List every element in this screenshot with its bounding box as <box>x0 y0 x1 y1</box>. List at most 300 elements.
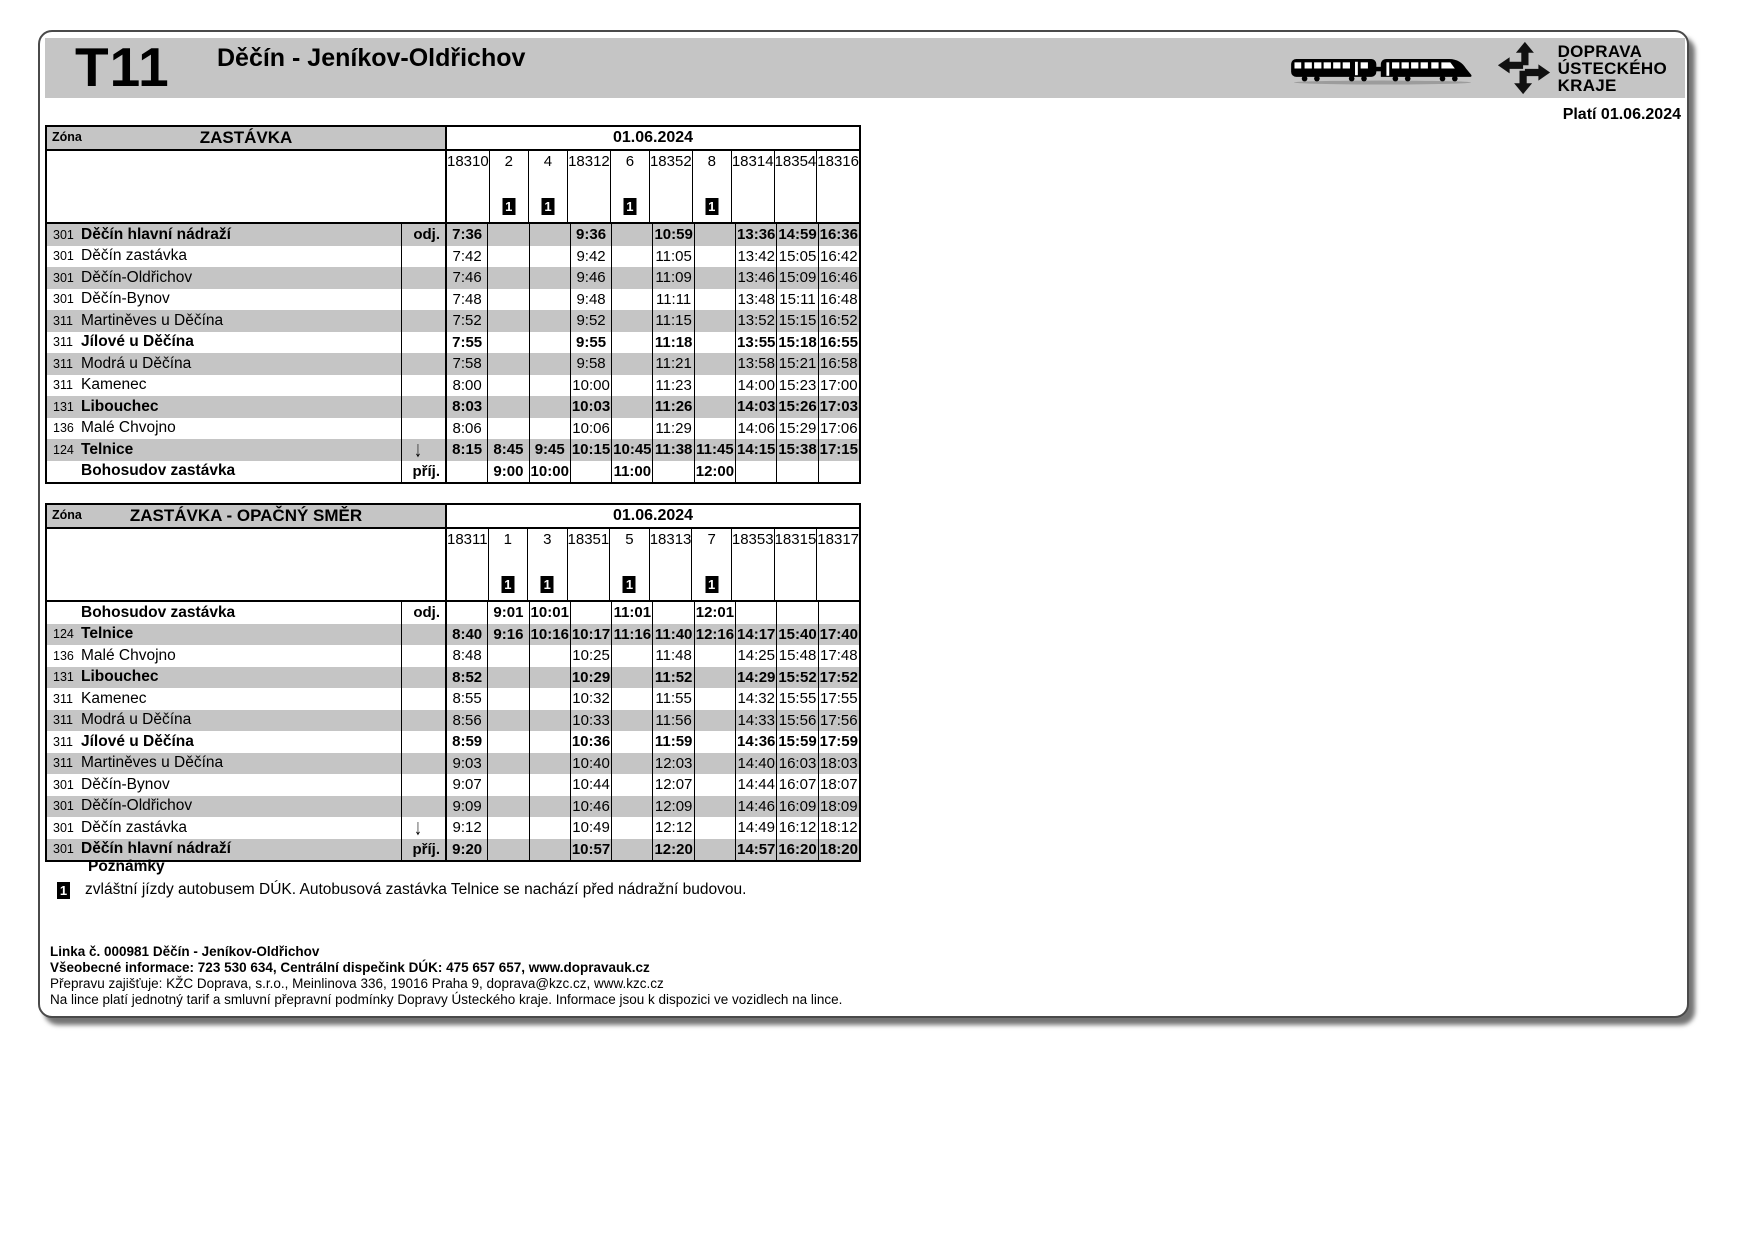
station-cell <box>47 667 445 689</box>
zone-cell: 136 <box>53 421 74 436</box>
time-cell: 13:36 <box>735 224 776 246</box>
duk-logo-text <box>1558 43 1667 94</box>
time-cell: 14:32 <box>735 688 776 710</box>
footer-line: Přepravu zajišťuje: KŽC Doprava, s.r.o., Meinlinova 336, 19016 Praha 9, doprava@kzc.cz, www.kzc.cz <box>50 976 664 991</box>
time-cell <box>529 688 570 710</box>
time-cell <box>487 817 528 839</box>
time-cell: 14:33 <box>735 710 776 732</box>
time-cell: 9:55 <box>570 332 611 354</box>
station-name: Telnice <box>81 625 134 643</box>
bus-note-icon: 1 <box>623 198 636 215</box>
date-header-cell <box>445 505 859 527</box>
time-cells <box>445 774 859 796</box>
stop-header-cell <box>47 127 445 149</box>
station-cell <box>47 624 445 646</box>
zone-cell: 301 <box>53 292 74 307</box>
time-cell: 9:09 <box>452 797 482 815</box>
time-cell: 11:23 <box>652 375 693 397</box>
note-text: zvláštní jízdy autobusem DÚK. Autobusová zastávka Telnice se nachází před nádražní budovou. <box>85 881 747 898</box>
train-number-cell: 18354 <box>774 151 817 222</box>
odj-prij-label <box>401 375 445 397</box>
train-number-cell: 18314 <box>731 151 774 222</box>
station-name: Telnice <box>81 440 134 458</box>
time-cell: 16:09 <box>776 796 817 818</box>
time-cells <box>445 353 859 375</box>
time-cell <box>529 375 570 397</box>
time-cell: 12:20 <box>652 839 693 861</box>
odj-prij-label <box>401 289 445 311</box>
time-cells <box>445 753 859 775</box>
table-header-row <box>47 505 859 529</box>
train-number-cell: 7 1 <box>691 529 730 600</box>
odj-prij-label <box>401 688 445 710</box>
train-number-cell: 18316 <box>816 151 859 222</box>
station-cell <box>47 267 445 289</box>
time-cell <box>529 310 570 332</box>
time-cell: 13:42 <box>735 246 776 268</box>
time-cell: 13:46 <box>735 267 776 289</box>
time-cell <box>529 267 570 289</box>
time-cell: 11:29 <box>652 418 693 440</box>
station-cell <box>47 602 445 624</box>
time-cells <box>445 817 859 839</box>
time-cell <box>487 332 528 354</box>
time-cell <box>487 353 528 375</box>
time-cells <box>445 688 859 710</box>
time-cell <box>487 645 528 667</box>
time-cells <box>445 439 859 461</box>
time-cell: 7:42 <box>452 247 482 265</box>
time-cell <box>487 839 528 861</box>
time-cell: 15:55 <box>776 688 817 710</box>
odj-prij-label <box>401 667 445 689</box>
zone-header: Zóna <box>52 508 82 522</box>
time-cell <box>611 774 652 796</box>
time-cell <box>694 289 735 311</box>
time-cell: 15:38 <box>776 439 817 461</box>
stop-header: ZASTÁVKA - OPAČNÝ SMĚR <box>129 506 363 525</box>
time-cell <box>487 396 528 418</box>
station-row <box>47 602 859 624</box>
station-cell <box>47 710 445 732</box>
time-cell: 10:59 <box>652 224 693 246</box>
time-cell: 10:57 <box>570 839 611 861</box>
station-cell <box>47 353 445 375</box>
time-cell <box>487 731 528 753</box>
time-cell: 13:52 <box>735 310 776 332</box>
odj-prij-label <box>401 624 445 646</box>
time-cell <box>611 289 652 311</box>
time-cells <box>445 246 859 268</box>
station-row <box>47 224 859 246</box>
station-name: Děčín hlavní nádraží <box>81 225 231 243</box>
bus-note-icon: 1 <box>705 576 718 593</box>
time-cell <box>735 602 776 624</box>
time-cell: 16:07 <box>776 774 817 796</box>
time-cell <box>487 267 528 289</box>
time-cell: 16:48 <box>818 289 859 311</box>
time-cell: 11:18 <box>652 332 693 354</box>
train-number-cell: 8 1 <box>692 151 731 222</box>
time-cell <box>529 710 570 732</box>
time-cell <box>487 418 528 440</box>
time-cell <box>611 418 652 440</box>
time-cell: 11:59 <box>652 731 693 753</box>
station-name: Modrá u Děčína <box>81 354 192 372</box>
time-cell: 14:40 <box>735 753 776 775</box>
time-cell: 9:45 <box>529 439 570 461</box>
time-cell: 7:58 <box>452 355 482 372</box>
time-cell: 9:00 <box>487 461 528 483</box>
time-cell: 17:40 <box>818 624 859 646</box>
time-cell: 12:00 <box>694 461 735 483</box>
train-number-cell: 18310 <box>447 153 489 170</box>
train-number-cell: 6 1 <box>610 151 649 222</box>
time-cell: 12:16 <box>694 624 735 646</box>
duk-logo-line: DOPRAVA <box>1557 41 1643 61</box>
time-cell: 15:48 <box>776 645 817 667</box>
time-cell: 13:58 <box>735 353 776 375</box>
time-cells <box>445 310 859 332</box>
bus-note-icon: 1 <box>541 576 554 593</box>
odj-prij-label <box>401 774 445 796</box>
time-cell <box>487 667 528 689</box>
train-number-row-spacer <box>47 151 445 222</box>
station-name: Libouchec <box>81 668 159 686</box>
station-cell <box>47 839 445 861</box>
time-cell <box>611 332 652 354</box>
station-row <box>47 796 859 818</box>
time-cell <box>694 753 735 775</box>
time-cell <box>529 817 570 839</box>
time-cell <box>529 353 570 375</box>
time-cell: 9:42 <box>570 246 611 268</box>
footer-line: Všeobecné informace: 723 530 634, Centrální dispečink DÚK: 475 657 657, www.dopravauk.cz <box>50 960 650 975</box>
bus-note-icon: 1 <box>623 576 636 593</box>
time-cell: 7:46 <box>452 269 482 286</box>
station-row <box>47 246 859 268</box>
time-cell: 10:15 <box>570 439 611 461</box>
time-cell <box>487 688 528 710</box>
time-cell: 18:20 <box>818 839 859 861</box>
station-cell <box>47 688 445 710</box>
route-title: Děčín - Jeníkov-Oldřichov <box>217 44 526 72</box>
train-icon <box>1290 45 1475 92</box>
station-row <box>47 645 859 667</box>
time-cell <box>529 839 570 861</box>
time-cell: 11:56 <box>652 710 693 732</box>
odj-prij-label: příj. <box>401 839 445 861</box>
station-cell <box>47 332 445 354</box>
time-cell: 16:20 <box>776 839 817 861</box>
time-cell <box>694 353 735 375</box>
zone-cell: 301 <box>53 842 74 857</box>
time-cell <box>694 645 735 667</box>
time-cell <box>694 246 735 268</box>
station-cell <box>47 439 445 461</box>
time-cells <box>445 796 859 818</box>
time-cell <box>611 396 652 418</box>
time-cell <box>611 645 652 667</box>
time-cells <box>445 602 859 624</box>
time-cell: 13:48 <box>735 289 776 311</box>
time-cell <box>529 774 570 796</box>
zone-cell: 131 <box>53 399 74 414</box>
time-cell: 10:00 <box>529 461 570 483</box>
time-cell <box>694 796 735 818</box>
time-cell <box>487 289 528 311</box>
time-cell: 9:20 <box>452 840 483 858</box>
time-cell: 11:00 <box>611 461 652 483</box>
train-number-cell: 18317 <box>816 529 859 600</box>
time-cell: 17:52 <box>818 667 859 689</box>
time-cell: 15:59 <box>776 731 817 753</box>
station-row <box>47 353 859 375</box>
time-cell <box>529 246 570 268</box>
time-cell: 8:55 <box>452 690 482 707</box>
station-cell <box>47 774 445 796</box>
bus-note-icon: 1 <box>705 198 718 215</box>
time-cell <box>529 753 570 775</box>
odj-prij-label: příj. <box>401 461 445 483</box>
time-cell <box>694 667 735 689</box>
bus-note-icon: 1 <box>57 882 70 899</box>
station-row <box>47 461 859 483</box>
time-cell <box>694 688 735 710</box>
time-cell <box>694 817 735 839</box>
zone-cell: 136 <box>53 648 74 663</box>
continues-arrow-icon: ↓ <box>414 437 422 463</box>
train-number-cell: 18353 <box>731 529 774 600</box>
time-cell: 14:25 <box>735 645 776 667</box>
zone-cell: 124 <box>53 442 74 457</box>
time-cell: 14:49 <box>735 817 776 839</box>
station-name: Kamenec <box>81 376 147 394</box>
time-cell <box>694 267 735 289</box>
time-cell <box>611 246 652 268</box>
station-cell <box>47 246 445 268</box>
time-cell: 8:59 <box>452 733 483 750</box>
station-row <box>47 624 859 646</box>
train-number-cells <box>445 529 859 600</box>
train-number-cell: 2 1 <box>489 151 528 222</box>
stop-header-cell <box>47 505 445 527</box>
time-cell <box>487 710 528 732</box>
time-cell <box>611 753 652 775</box>
time-cells <box>445 289 859 311</box>
station-cell <box>47 753 445 775</box>
train-number-cell: 4 1 <box>528 151 567 222</box>
time-cell: 10:49 <box>570 817 611 839</box>
train-number-cells <box>445 151 859 222</box>
bus-note-icon: 1 <box>502 198 515 215</box>
zone-cell: 124 <box>53 627 74 642</box>
time-cell: 16:42 <box>818 246 859 268</box>
time-cell: 15:23 <box>776 375 817 397</box>
note-item <box>57 881 746 899</box>
time-cell: 11:21 <box>652 353 693 375</box>
time-cell <box>487 753 528 775</box>
station-row <box>47 753 859 775</box>
time-cell: 9:12 <box>452 819 482 836</box>
time-cells <box>445 418 859 440</box>
time-cell: 17:59 <box>818 731 859 753</box>
time-cell: 10:44 <box>570 774 611 796</box>
zone-cell: 311 <box>53 734 73 749</box>
time-cell <box>487 224 528 246</box>
time-cell: 15:05 <box>776 246 817 268</box>
time-cell: 18:03 <box>818 753 859 775</box>
line-number: T11 <box>75 36 170 98</box>
time-cell: 14:36 <box>735 731 776 753</box>
time-cell <box>487 774 528 796</box>
zone-cell: 301 <box>53 270 74 285</box>
station-row <box>47 688 859 710</box>
station-name: Malé Chvojno <box>81 646 176 664</box>
time-cell: 10:03 <box>570 396 611 418</box>
time-cell: 13:55 <box>735 332 776 354</box>
time-cell: 14:03 <box>735 396 776 418</box>
station-cell <box>47 224 445 246</box>
time-cell <box>611 839 652 861</box>
station-row <box>47 774 859 796</box>
station-name: Bohosudov zastávka <box>81 462 236 480</box>
time-cell: 10:33 <box>570 710 611 732</box>
time-cell: 15:15 <box>776 310 817 332</box>
time-cell: 10:06 <box>570 418 611 440</box>
time-cell: 15:56 <box>776 710 817 732</box>
time-cells <box>445 267 859 289</box>
time-cell: 11:52 <box>652 667 693 689</box>
time-cell: 15:09 <box>776 267 817 289</box>
time-cell: 15:29 <box>776 418 817 440</box>
footer-line: Linka č. 000981 Děčín - Jeníkov-Oldřichov <box>50 944 320 959</box>
station-cell <box>47 396 445 418</box>
station-row <box>47 439 859 461</box>
zone-cell: 311 <box>53 335 73 350</box>
station-row <box>47 710 859 732</box>
station-name: Jílové u Děčína <box>81 732 194 750</box>
time-cell: 10:40 <box>570 753 611 775</box>
time-cell: 15:26 <box>776 396 817 418</box>
station-cell <box>47 461 445 483</box>
stop-header: ZASTÁVKA <box>199 128 293 147</box>
station-row <box>47 667 859 689</box>
time-cell <box>529 667 570 689</box>
time-cell: 18:09 <box>818 796 859 818</box>
time-cell: 14:46 <box>735 796 776 818</box>
date-header: 01.06.2024 <box>612 507 694 524</box>
time-cell: 15:40 <box>776 624 817 646</box>
time-cell: 12:01 <box>694 602 735 624</box>
station-name: Kamenec <box>81 689 147 707</box>
time-cell: 15:21 <box>776 353 817 375</box>
station-row <box>47 289 859 311</box>
time-cell: 17:55 <box>818 688 859 710</box>
odj-prij-label <box>401 710 445 732</box>
time-cells <box>445 731 859 753</box>
time-cell <box>487 310 528 332</box>
time-cell <box>570 602 611 624</box>
time-cell: 9:16 <box>487 624 528 646</box>
time-cell <box>611 375 652 397</box>
time-cell: 11:15 <box>652 310 693 332</box>
time-cell: 11:38 <box>652 439 693 461</box>
zone-cell: 301 <box>53 227 74 242</box>
time-cell <box>611 796 652 818</box>
time-cell: 9:03 <box>452 754 482 772</box>
time-cell: 10:46 <box>570 796 611 818</box>
time-cell: 16:55 <box>818 332 859 354</box>
time-cell: 11:55 <box>652 688 693 710</box>
time-cell: 12:07 <box>652 774 693 796</box>
timetable-page <box>38 30 1689 1018</box>
notes-heading: Poznámky <box>88 858 165 875</box>
time-cells <box>445 624 859 646</box>
odj-prij-label <box>401 310 445 332</box>
time-cell: 15:52 <box>776 667 817 689</box>
time-cell <box>818 461 859 483</box>
time-cell: 8:00 <box>452 376 482 394</box>
train-number-cell: 18351 <box>567 529 610 600</box>
time-cells <box>445 645 859 667</box>
time-cell: 16:12 <box>776 817 817 839</box>
time-cell <box>735 461 776 483</box>
time-cell <box>694 396 735 418</box>
time-cell: 7:52 <box>452 312 482 329</box>
odj-prij-label <box>401 753 445 775</box>
time-cell: 9:01 <box>487 602 528 624</box>
duk-arrows-icon <box>1497 41 1551 95</box>
table-header-row <box>47 127 859 151</box>
train-number-cell: 18313 <box>649 529 692 600</box>
station-cell <box>47 645 445 667</box>
time-cell: 14:06 <box>735 418 776 440</box>
time-cell <box>776 602 817 624</box>
time-cell: 14:29 <box>735 667 776 689</box>
train-number-cell: 1 1 <box>488 529 527 600</box>
station-cell <box>47 289 445 311</box>
timetable-return <box>45 503 861 862</box>
station-name: Martiněves u Děčína <box>81 311 224 329</box>
time-cell: 8:03 <box>452 398 483 415</box>
time-cell: 14:00 <box>735 375 776 397</box>
time-cell: 11:01 <box>611 602 652 624</box>
time-cell: 10:32 <box>570 688 611 710</box>
time-cell <box>529 332 570 354</box>
time-cell: 14:44 <box>735 774 776 796</box>
time-cell: 17:56 <box>818 710 859 732</box>
time-cell: 15:11 <box>776 289 817 311</box>
zone-cell: 311 <box>53 691 73 706</box>
time-cell: 9:46 <box>570 267 611 289</box>
bus-note-icon: 1 <box>541 198 554 215</box>
station-name: Jílové u Děčína <box>81 333 194 351</box>
station-row <box>47 332 859 354</box>
time-cell <box>447 602 487 624</box>
station-row <box>47 731 859 753</box>
time-cell: 10:16 <box>529 624 570 646</box>
time-cell: 14:57 <box>735 839 776 861</box>
train-number-row-spacer <box>47 529 445 600</box>
time-cell: 11:05 <box>652 246 693 268</box>
station-cell <box>47 375 445 397</box>
time-cell: 16:52 <box>818 310 859 332</box>
time-cell <box>611 667 652 689</box>
station-name: Malé Chvojno <box>81 419 176 437</box>
time-cell <box>529 224 570 246</box>
station-name: Děčín-Bynov <box>81 775 170 793</box>
